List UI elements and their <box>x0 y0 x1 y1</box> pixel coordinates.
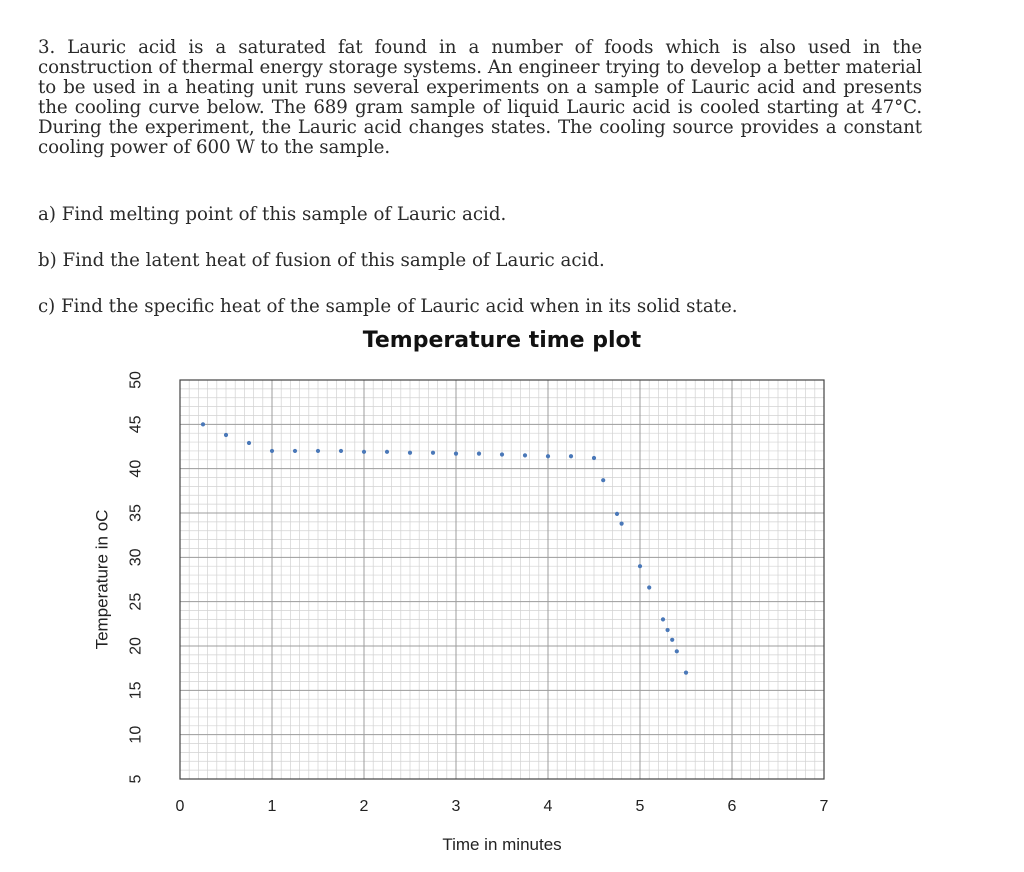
data-point <box>661 617 665 621</box>
data-point <box>670 638 674 642</box>
data-point <box>385 450 389 454</box>
x-tick-label: 7 <box>819 798 829 815</box>
data-point <box>477 451 481 455</box>
data-point <box>601 478 605 482</box>
data-point <box>454 451 458 455</box>
y-tick-label: 15 <box>127 681 145 700</box>
y-axis-label: Temperature in oC <box>92 509 112 650</box>
x-tick-label: 4 <box>543 798 553 815</box>
data-point <box>201 422 205 426</box>
data-point <box>270 449 274 453</box>
question-c: c) Find the specific heat of the sample of Lauric acid when in its solid state. <box>38 296 738 317</box>
y-tick-label: 35 <box>127 504 145 522</box>
y-tick-label: 40 <box>127 459 145 478</box>
grid-minor <box>180 380 824 779</box>
y-tick-label: 20 <box>127 637 145 655</box>
y-tick-label: 30 <box>127 548 145 567</box>
x-axis-label: Time in minutes <box>442 835 562 854</box>
problem-statement: 3. Lauric acid is a saturated fat found in a number of foods which is also used in the construction of thermal energy storage systems. An engineer trying to develop a better material to be used in a heating unit runs several experiments on a sample of Lauric acid and presents the cooling curve below. The 689 gram sample of liquid Lauric acid is cooled starting at 47°C. During the experiment, the Lauric acid changes states. The cooling source provides a constant cooling power of 600 W to the sample. <box>38 37 922 158</box>
x-tick-label: 1 <box>267 798 277 815</box>
x-tick-label: 3 <box>451 798 461 815</box>
y-tick-label: 45 <box>127 415 145 434</box>
data-point <box>293 449 297 453</box>
data-point <box>224 433 228 437</box>
data-point <box>339 449 343 453</box>
data-point <box>638 564 642 568</box>
data-point <box>569 454 573 458</box>
y-tick-label: 25 <box>127 592 145 611</box>
data-point <box>647 585 651 589</box>
data-point <box>546 454 550 458</box>
data-point <box>431 451 435 455</box>
y-tick-label: 5 <box>127 774 145 784</box>
data-point <box>620 522 624 526</box>
question-a: a) Find melting point of this sample of Lauric acid. <box>38 204 507 225</box>
data-point <box>500 452 504 456</box>
x-tick-label: 6 <box>727 798 737 815</box>
data-point <box>316 449 320 453</box>
data-point <box>592 456 596 460</box>
data-point <box>615 512 619 516</box>
x-tick-label: 2 <box>359 798 369 815</box>
data-point <box>523 453 527 457</box>
x-tick-label: 5 <box>635 798 645 815</box>
y-tick-label: 10 <box>127 725 145 744</box>
data-point <box>247 441 251 445</box>
question-b: b) Find the latent heat of fusion of this sample of Lauric acid. <box>38 250 605 271</box>
data-point <box>684 671 688 675</box>
chart-title: Temperature time plot <box>362 328 642 353</box>
y-tick-label: 50 <box>127 371 145 389</box>
data-point <box>675 649 679 653</box>
data-point <box>666 628 670 632</box>
data-point <box>408 451 412 455</box>
data-point <box>362 450 366 454</box>
x-tick-label: 0 <box>175 798 185 815</box>
